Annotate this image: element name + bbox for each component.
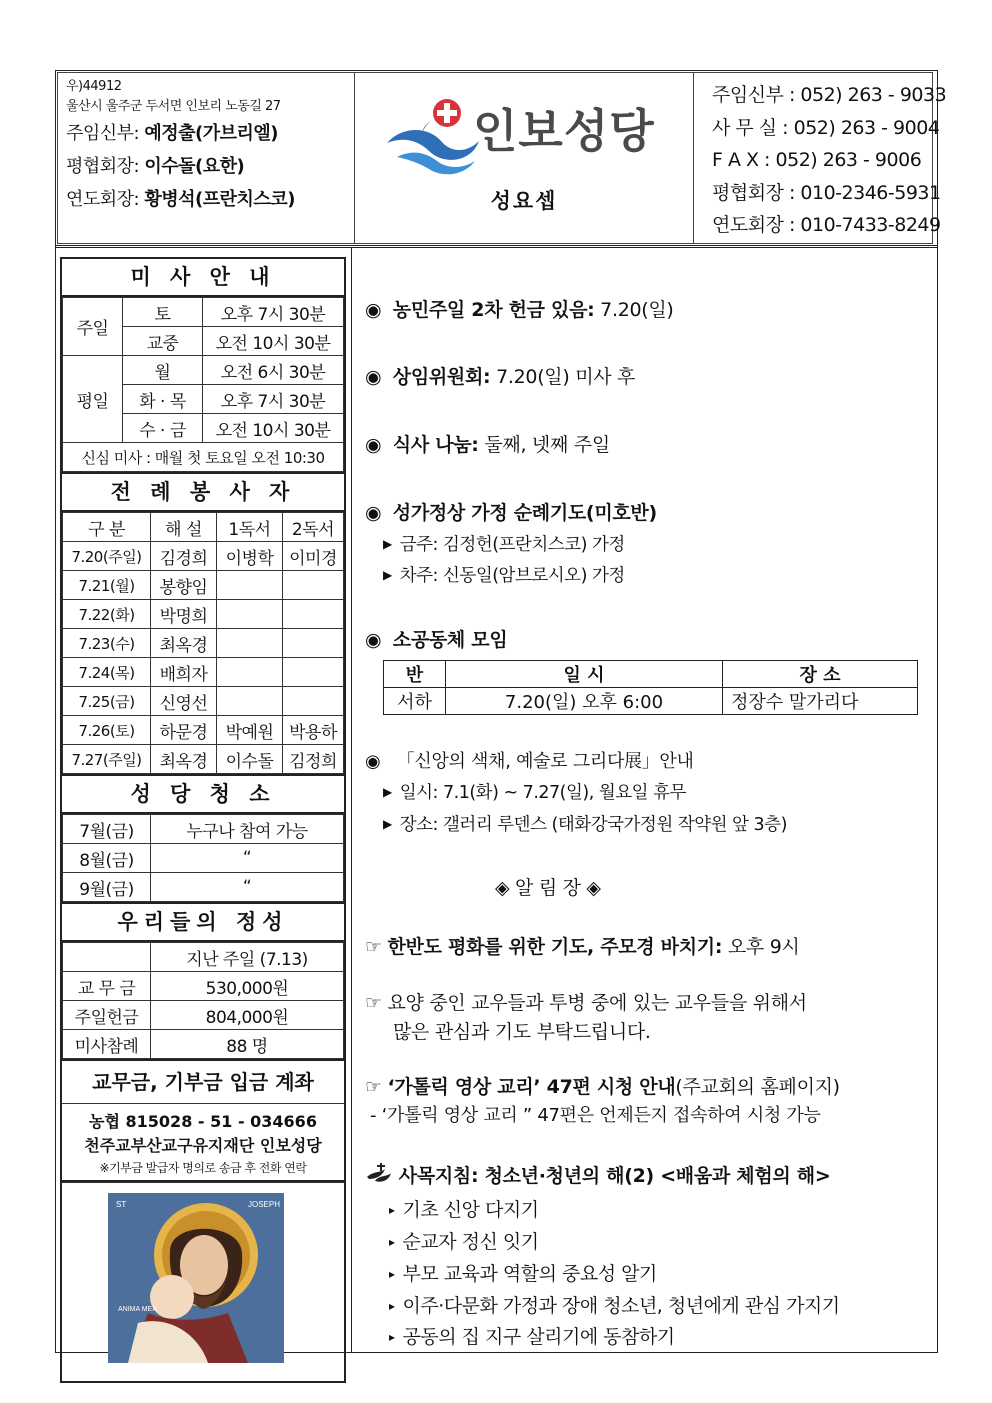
pastoral-item: ▸ 이주·다문화 가정과 장애 청소년, 청년에게 관심 가지기 — [389, 1295, 840, 1317]
liturgy-cell — [217, 658, 283, 687]
liturgy-cell: 박용하 — [283, 716, 344, 745]
table-row — [63, 745, 344, 774]
liturgy-cell: 하문경 — [151, 716, 217, 745]
cleaning-table-box — [60, 812, 346, 904]
mass-day: 화 · 목 — [123, 385, 203, 414]
bullet-icon: ◉ — [365, 434, 382, 456]
offering-label: 미사참례 — [63, 1030, 151, 1059]
cleaning-month: 9월(금) — [63, 873, 151, 902]
icon-label-left: ST — [116, 1200, 127, 1209]
liturgy-cell — [217, 629, 283, 658]
contact-row: F A X : 052) 263 - 9006 — [712, 149, 922, 171]
mass-time: 오후 7시 30분 — [203, 298, 344, 327]
saint-joseph-icon-box — [60, 1182, 346, 1383]
triangle-icon: ▶ — [383, 785, 392, 799]
liturgy-date: 7.20(주일) — [63, 542, 151, 571]
cleaning-note: “ — [151, 873, 344, 902]
bullet-icon: ◉ — [365, 299, 382, 321]
table-row — [63, 600, 344, 629]
liturgy-cell — [217, 600, 283, 629]
cleaning-title: 성 당 청 소 — [60, 776, 346, 812]
offering-value: 804,000원 — [151, 1001, 344, 1030]
liturgy-cell: 박예원 — [217, 716, 283, 745]
table-row — [63, 1030, 344, 1059]
liturgy-cell: 배희자 — [151, 658, 217, 687]
liturgy-table — [62, 512, 344, 774]
group-header: 일 시 — [446, 661, 723, 688]
header — [55, 70, 947, 248]
pastoral-item: ▸ 기초 신앙 다지기 — [389, 1199, 539, 1221]
bullet-icon: ◉ — [365, 366, 382, 388]
liturgy-date: 7.25(금) — [63, 687, 151, 716]
triangle-icon: ▶ — [383, 568, 392, 582]
mass-time: 오전 10시 30분 — [203, 414, 344, 443]
church-logo-icon — [383, 91, 483, 181]
offering-label: 교 무 금 — [63, 972, 151, 1001]
bulletin-1: ☞ 한반도 평화를 위한 기도, 주모경 바치기: 오후 9시 — [365, 936, 800, 958]
contact-row: 평협회장 : 010-2346-5931 — [712, 181, 941, 204]
mass-time: 오후 7시 30분 — [203, 385, 344, 414]
notice-6: ◉ 「신앙의 색채, 예술로 그리다展」안내 — [365, 751, 694, 772]
contact-row: 사 무 실 : 052) 263 - 9004 — [712, 116, 940, 139]
liturgy-header: 2독서 — [283, 513, 344, 542]
notice-1: ◉ 농민주일 2차 헌금 있음: 7.20(일) — [365, 299, 674, 321]
liturgy-cell: 봉향임 — [151, 571, 217, 600]
table-row — [63, 873, 344, 902]
notice-3: ◉ 식사 나눔: 둘째, 넷째 주일 — [365, 434, 610, 456]
liturgy-date: 7.21(월) — [63, 571, 151, 600]
column-divider — [351, 248, 352, 1353]
bulletin-3-line2: - ‘가톨릭 영상 교리 ” 47편은 언제든지 접속하여 시청 가능 — [370, 1105, 821, 1126]
table-row — [63, 629, 344, 658]
table-row — [63, 542, 344, 571]
bulletin-title: ◈ 알 림 장 ◈ — [495, 877, 601, 899]
mass-note: 신심 미사 : 매월 첫 토요일 오전 10:30 — [63, 443, 344, 472]
offering-period: 지난 주일 (7.13) — [151, 943, 344, 972]
liturgy-header: 구 분 — [63, 513, 151, 542]
table-row — [384, 688, 918, 715]
table-row — [63, 658, 344, 687]
mass-table — [62, 297, 344, 472]
mass-table-box — [60, 295, 346, 474]
pastor-row: 주임신부: 예정출(가브리엘) — [66, 123, 279, 144]
saint-joseph-image — [108, 1193, 284, 1363]
offering-table — [62, 942, 344, 1059]
pointing-hand-icon: ☞ — [365, 1076, 382, 1098]
prayer-row: 연도회장: 황병석(프란치스코) — [66, 189, 295, 210]
header-info — [57, 72, 355, 244]
triangle-icon: ▸ — [389, 1330, 395, 1344]
mass-day: 교중 — [123, 327, 203, 356]
liturgy-cell — [283, 571, 344, 600]
offering-label: 주일헌금 — [63, 1001, 151, 1030]
church-name: 인보성당 — [473, 104, 655, 158]
liturgy-cell — [283, 600, 344, 629]
contact-row: 연도회장 : 010-7433-8249 — [712, 214, 941, 236]
liturgy-title: 전 례 봉 사 자 — [60, 474, 346, 510]
group-cell: 서하 — [384, 688, 446, 715]
liturgy-cell: 이수돌 — [217, 745, 283, 774]
table-row — [63, 844, 344, 873]
cleaning-note: 누구나 참여 가능 — [151, 815, 344, 844]
group-cell: 정장수 말가리다 — [723, 688, 918, 715]
notice-4-sub: ▶ 금주: 김정헌(프란치스코) 가정 — [383, 535, 625, 555]
triangle-icon: ▸ — [389, 1267, 395, 1281]
liturgy-date: 7.26(토) — [63, 716, 151, 745]
cleaning-month: 7월(금) — [63, 815, 151, 844]
liturgy-header: 1독서 — [217, 513, 283, 542]
bulletin-3: ☞ ‘가톨릭 영상 교리’ 47편 시청 안내(주교회의 홈페이지) — [365, 1076, 840, 1098]
liturgy-cell: 이병학 — [217, 542, 283, 571]
triangle-icon: ▶ — [383, 537, 392, 551]
table-row — [63, 571, 344, 600]
group-cell: 7.20(일) 오후 6:00 — [446, 688, 723, 715]
account-box — [60, 1103, 346, 1182]
offering-value: 530,000원 — [151, 972, 344, 1001]
triangle-icon: ▸ — [389, 1299, 395, 1313]
mass-title: 미 사 안 내 — [60, 257, 346, 295]
bulletin-2-line2: 많은 관심과 기도 부탁드립니다. — [393, 1021, 651, 1043]
account-note: ※기부금 발급자 명의로 송금 후 전화 연락 — [99, 1161, 307, 1175]
header-contacts — [693, 72, 947, 244]
triangle-icon: ▸ — [389, 1235, 395, 1249]
account-title: 교무금, 기부금 입금 계좌 — [60, 1061, 346, 1103]
table-row — [63, 815, 344, 844]
pastoral-title: 사목지침: 청소년·청년의 해(2) <배움과 체험의 해> — [365, 1161, 830, 1188]
notice-4: ◉ 성가정상 가정 순례기도(미호반) — [365, 502, 657, 524]
bulletin-2: ☞ 요양 중인 교우들과 투병 중에 있는 교우들을 위해서 — [365, 992, 807, 1014]
liturgy-cell — [283, 629, 344, 658]
icon-label-right: JOSEPH — [248, 1200, 281, 1209]
liturgy-cell — [283, 658, 344, 687]
liturgy-date: 7.23(수) — [63, 629, 151, 658]
mass-day: 토 — [123, 298, 203, 327]
cleaning-table — [62, 814, 344, 902]
bullet-icon: ◉ — [365, 502, 382, 524]
cleaning-month: 8월(금) — [63, 844, 151, 873]
mass-time: 오전 6시 30분 — [203, 356, 344, 385]
bullet-icon: ◉ — [365, 629, 382, 651]
pointing-hand-icon: ☞ — [365, 992, 382, 1014]
liturgy-date: 7.24(목) — [63, 658, 151, 687]
offering-blank — [63, 943, 151, 972]
notice-2: ◉ 상임위원회: 7.20(일) 미사 후 — [365, 366, 636, 388]
pastoral-item: ▸ 공동의 집 지구 살리기에 동참하기 — [389, 1326, 675, 1348]
offering-value: 88 명 — [151, 1030, 344, 1059]
notice-5: ◉ 소공동체 모임 — [365, 629, 508, 651]
account-holder: 천주교부산교구유지재단 인보성당 — [84, 1136, 322, 1155]
notice-6-sub: ▶ 장소: 갤러리 루덴스 (태화강국가정원 작약원 앞 3층) — [383, 815, 787, 835]
group-header: 반 — [384, 661, 446, 688]
icon-label-child: ANIMA MEA — [118, 1306, 157, 1313]
mass-day: 월 — [123, 356, 203, 385]
pastoral-item: ▸ 순교자 정신 잇기 — [389, 1231, 539, 1253]
liturgy-date: 7.27(주일) — [63, 745, 151, 774]
liturgy-header: 해 설 — [151, 513, 217, 542]
notice-6-sub: ▶ 일시: 7.1(화) ~ 7.27(일), 월요일 휴무 — [383, 783, 686, 803]
liturgy-cell — [217, 571, 283, 600]
mass-time: 오전 10시 30분 — [203, 327, 344, 356]
left-column — [60, 257, 346, 1383]
offering-title: 우리들의 정성 — [60, 904, 346, 940]
liturgy-cell: 최옥경 — [151, 745, 217, 774]
account-number: 농협 815028 - 51 - 034666 — [89, 1112, 317, 1131]
pastoral-item: ▸ 부모 교육과 역할의 중요성 알기 — [389, 1263, 657, 1285]
header-logo — [355, 72, 693, 244]
dove-cross-icon — [365, 1163, 393, 1185]
liturgy-cell: 김정희 — [283, 745, 344, 774]
table-row — [63, 1001, 344, 1030]
triangle-icon: ▸ — [389, 1203, 395, 1217]
triangle-icon: ▶ — [383, 817, 392, 831]
group-header: 장 소 — [723, 661, 918, 688]
contact-row: 주임신부 : 052) 263 - 9033 — [712, 84, 947, 106]
liturgy-cell — [283, 687, 344, 716]
bullet-icon: ◉ — [365, 751, 381, 772]
liturgy-cell: 박명희 — [151, 600, 217, 629]
liturgy-cell — [217, 687, 283, 716]
liturgy-cell: 신영선 — [151, 687, 217, 716]
liturgy-cell: 이미경 — [283, 542, 344, 571]
cleaning-note: “ — [151, 844, 344, 873]
liturgy-table-box — [60, 510, 346, 776]
liturgy-cell: 최옥경 — [151, 629, 217, 658]
liturgy-date: 7.22(화) — [63, 600, 151, 629]
offering-table-box — [60, 940, 346, 1061]
group-meeting-table — [383, 660, 918, 715]
notice-4-sub: ▶ 차주: 신동일(암브로시오) 가정 — [383, 566, 625, 586]
council-row: 평협회장: 이수돌(요한) — [66, 156, 245, 177]
liturgy-cell: 김경희 — [151, 542, 217, 571]
table-row — [63, 972, 344, 1001]
mass-sunday-label: 주일 — [63, 298, 123, 356]
church-subtitle: 성요셉 — [490, 189, 558, 213]
address: 울산시 울주군 두서면 인보리 노동길 27 — [66, 99, 281, 114]
table-row — [63, 687, 344, 716]
mass-weekday-label: 평일 — [63, 356, 123, 443]
table-row — [63, 716, 344, 745]
pointing-hand-icon: ☞ — [365, 936, 382, 958]
postal-code: 우)44912 — [66, 79, 122, 94]
mass-day: 수 · 금 — [123, 414, 203, 443]
